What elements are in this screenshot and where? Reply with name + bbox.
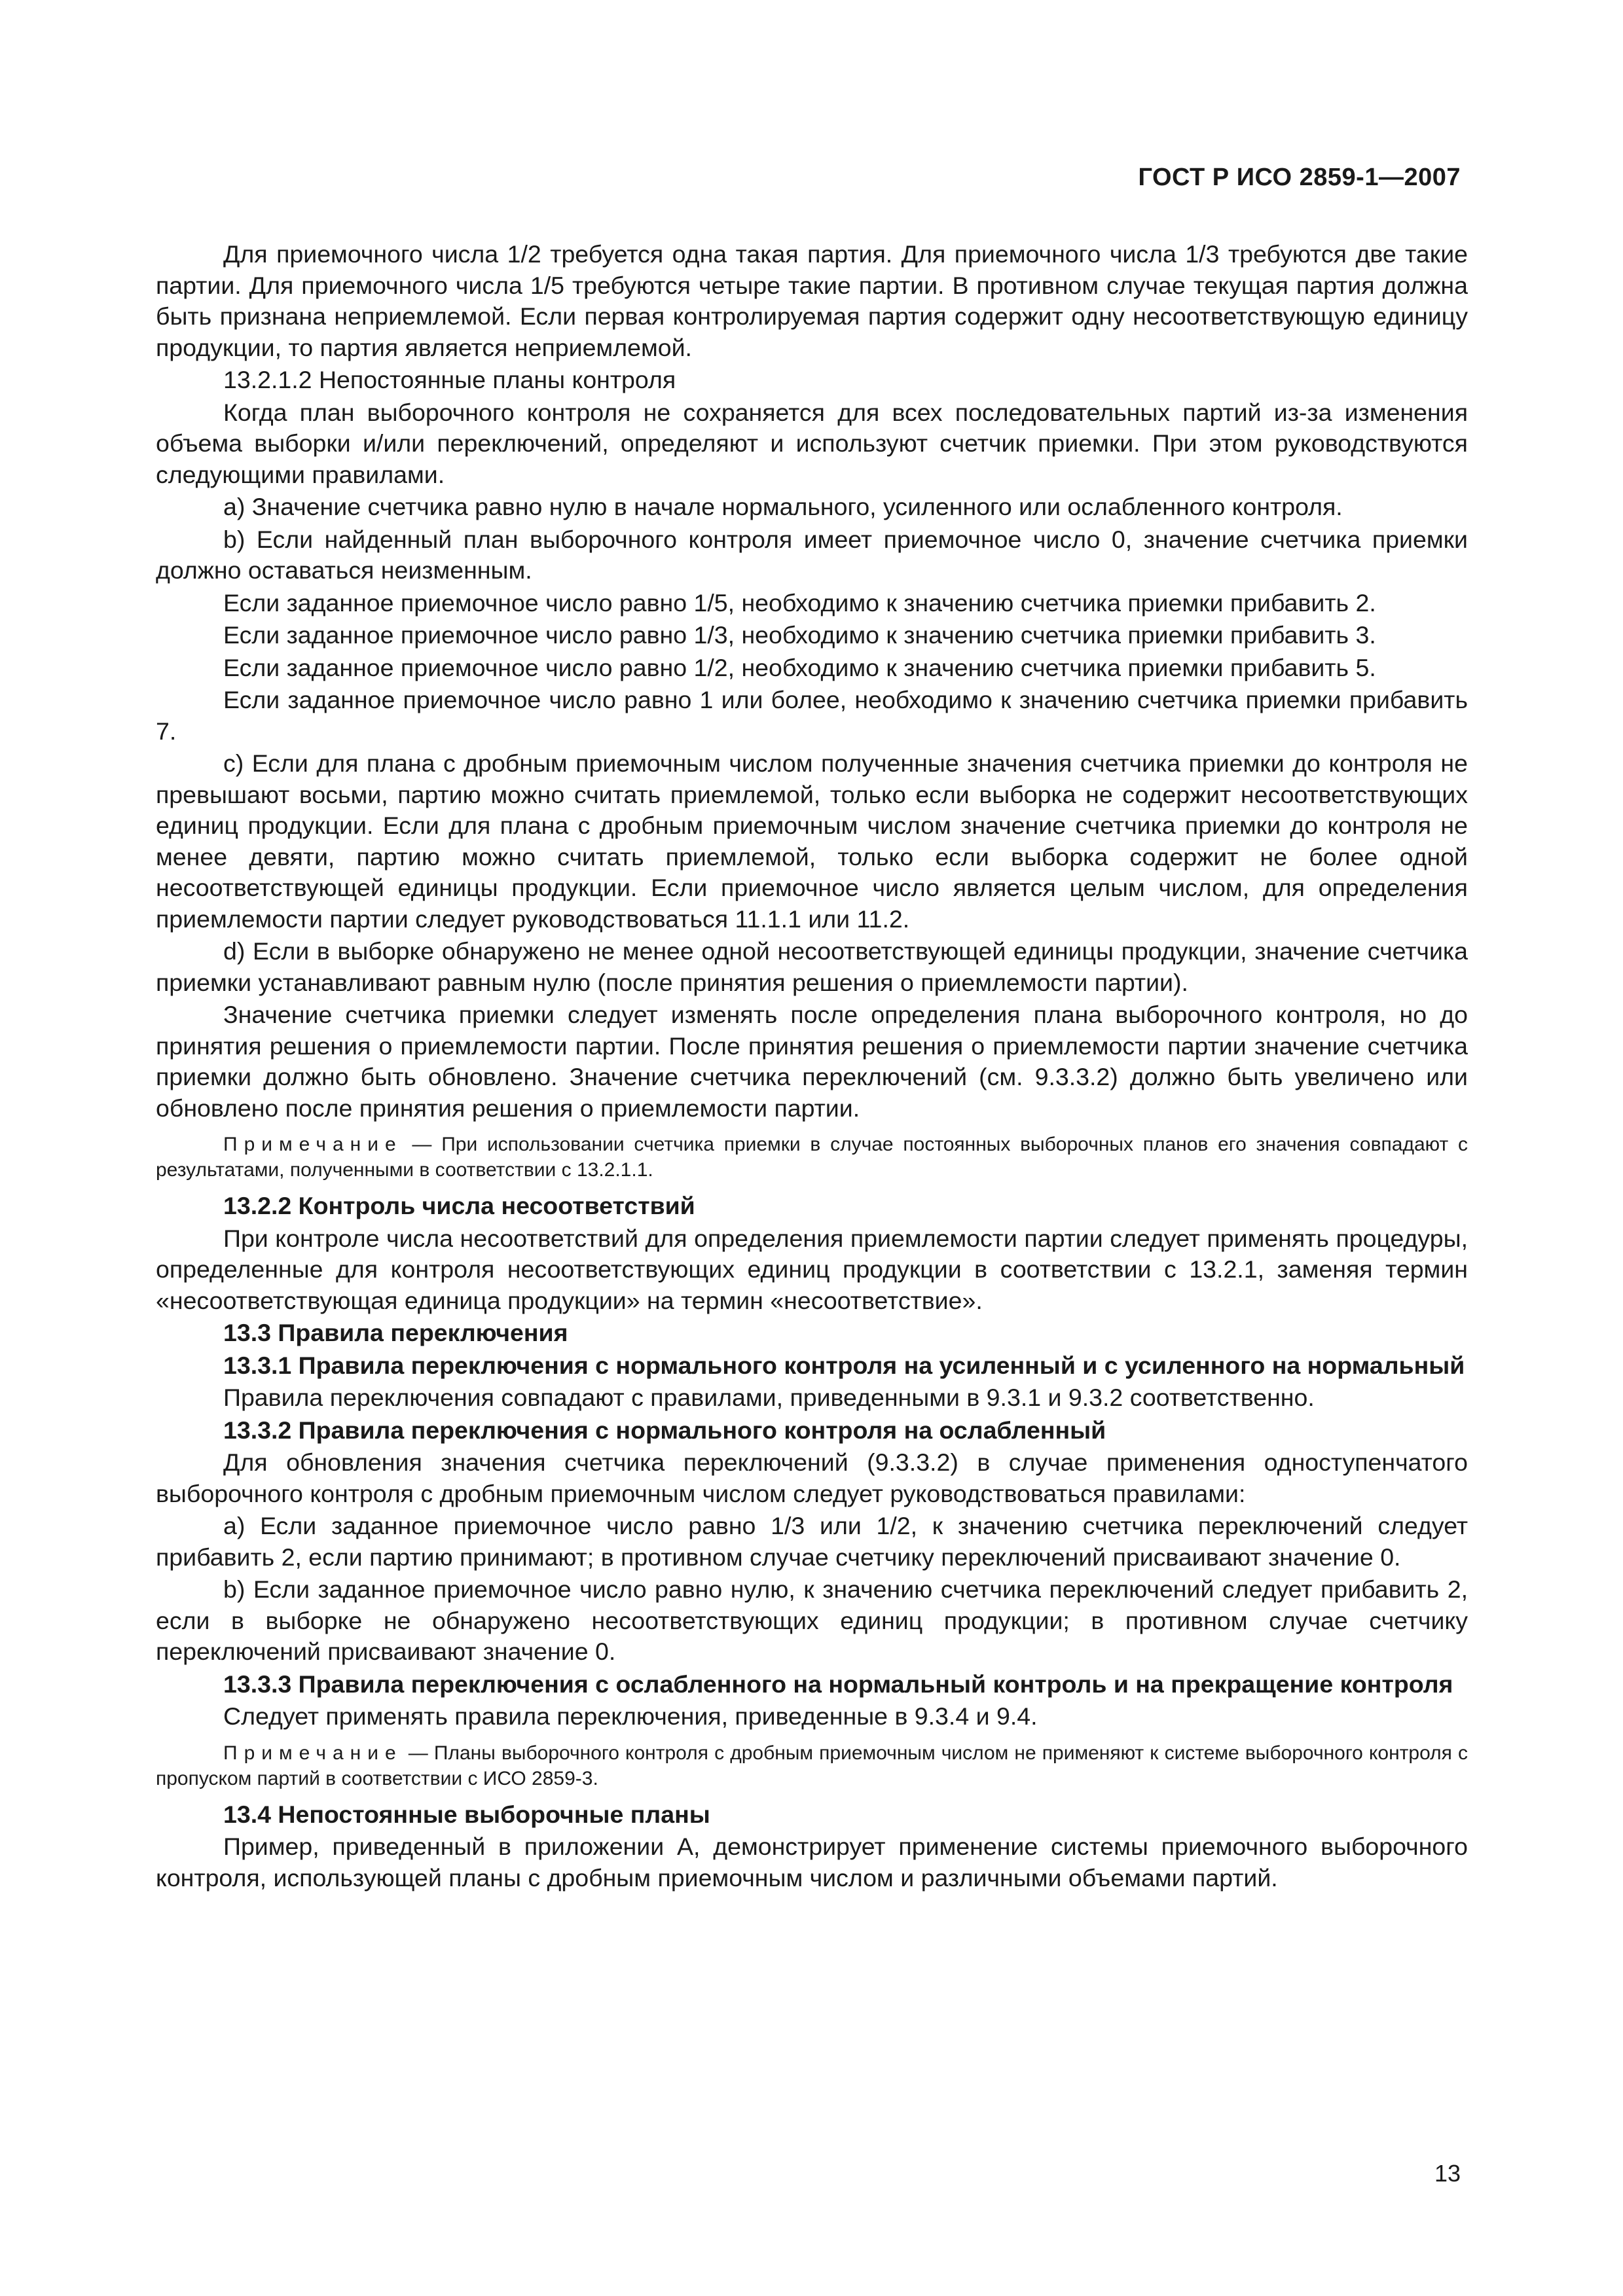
paragraph: Если заданное приемочное число равно 1/2, необходимо к значению счетчика приемки прибавить 5. <box>223 653 1376 681</box>
paragraph: Когда план выборочного контроля не сохраняется для всех последовательных партий из-за изменения объема выборки и/или переключений, определяют и используют счетчик приемки. При этом руководствуются следующими правилами. <box>156 398 1468 488</box>
section-heading: 13.4 Непостоянные выборочные планы <box>223 1800 710 1828</box>
note-label: Примечание <box>223 1134 403 1155</box>
subsection-heading: 13.2.1.2 Непостоянные планы контроля <box>223 366 676 393</box>
paragraph: Для приемочного числа 1/2 требуется одна такая партия. Для приемочного числа 1/3 требуются две такие партии. Для приемочного числа 1/5 требуются четыре такие партии. В противном случае текущая партия должна быть признана неприемлемой. Если первая контролируемая партия содержит одну несоответствующую единицу продукции, то партия является неприемлемой. <box>156 240 1468 361</box>
paragraph: Следует применять правила переключения, приведенные в 9.3.4 и 9.4. <box>223 1702 1038 1730</box>
document-body <box>156 239 1468 1895</box>
list-item: d) Если в выборке обнаружено не менее одной несоответствующей единицы продукции, значение счетчика приемки устанавливают равным нулю (после принятия решения о приемлемости партии). <box>156 937 1468 996</box>
list-item: b) Если заданное приемочное число равно нулю, к значению счетчика переключений следует прибавить 2, если в выборке не обнаружено несоответствующих единиц продукции; в противном случае счетчику переключений присваивают значение 0. <box>156 1575 1468 1665</box>
paragraph: Если заданное приемочное число равно 1/5, необходимо к значению счетчика приемки прибавить 2. <box>223 588 1376 617</box>
document-standard-id: ГОСТ Р ИСО 2859-1—2007 <box>1138 164 1461 191</box>
paragraph: Для обновления значения счетчика переключений (9.3.3.2) в случае применения одноступенчатого выборочного контроля с дробным приемочным числом следует руководствоваться правилами: <box>156 1448 1468 1507</box>
paragraph: При контроле числа несоответствий для определения приемлемости партии следует применять процедуры, определенные для контроля несоответствующих единиц продукции в соответствии с 13.2.1, заменяя термин «несоответствующая единица продукции» на термин «несоответствие». <box>156 1224 1468 1314</box>
note-text: — При использовании счетчика приемки в случае постоянных выборочных планов его значения совпадают с результатами, полученными в соответствии с 13.2.1.1. <box>156 1134 1468 1181</box>
note <box>156 1132 1468 1183</box>
paragraph: Значение счетчика приемки следует изменять после определения плана выборочного контроля, но до принятия решения о приемлемости партии. После принятия решения о приемлемости партии значение счетчика приемки должно быть обновлено. Значение счетчика переключений (см. 9.3.3.2) должно быть увеличено или обновлено после принятия решения о приемлемости партии. <box>156 1001 1468 1122</box>
paragraph: Правила переключения совпадают с правилами, приведенными в 9.3.1 и 9.3.2 соответственно. <box>223 1384 1315 1411</box>
paragraph: Если заданное приемочное число равно 1/3, необходимо к значению счетчика приемки прибавить 3. <box>223 621 1376 649</box>
list-item: a) Если заданное приемочное число равно 1/3 или 1/2, к значению счетчика переключений следует прибавить 2, если партию принимают; в противном случае счетчику переключений присваивают значение 0. <box>156 1512 1468 1571</box>
section-heading: 13.3.2 Правила переключения с нормального контроля на ослабленный <box>223 1416 1106 1444</box>
list-item: c) Если для плана с дробным приемочным числом полученные значения счетчика приемки до контроля не превышают восьми, партию можно считать приемлемой, только если выборка не содержит несоответствующих единиц продукции. Если для плана с дробным приемочным числом значение счетчика приемки до контроля не менее девяти, партию можно считать приемлемой, только если выборка содержит не более одной несоответствующей единицы продукции. Если приемочное число является целым числом, для определения приемлемости партии следует руководствоваться 11.1.1 или 11.2. <box>156 749 1468 933</box>
paragraph: Пример, приведенный в приложении А, демонстрирует применение системы приемочного выборочного контроля, использующей планы с дробным приемочным числом и различными объемами партий. <box>156 1833 1468 1892</box>
section-heading: 13.3.1 Правила переключения с нормального контроля на усиленный и с усиленного на нормальный <box>223 1351 1465 1379</box>
section-heading: 13.3 Правила переключения <box>223 1319 568 1346</box>
note-text: — Планы выборочного контроля с дробным приемочным числом не применяют к системе выборочного контроля с пропуском партий в соответствии с ИСО 2859-3. <box>156 1742 1468 1789</box>
list-item: a) Значение счетчика равно нулю в начале нормального, усиленного или ослабленного контроля. <box>223 493 1343 520</box>
paragraph: Если заданное приемочное число равно 1 или более, необходимо к значению счетчика приемки прибавить 7. <box>156 686 1468 745</box>
section-heading: 13.2.2 Контроль числа несоответствий <box>223 1192 695 1219</box>
note-label: Примечание <box>223 1742 403 1764</box>
list-item: b) Если найденный план выборочного контроля имеет приемочное число 0, значение счетчика приемки должно оставаться неизменным. <box>156 525 1468 584</box>
page-number: 13 <box>1434 2160 1461 2187</box>
note <box>156 1740 1468 1791</box>
section-heading: 13.3.3 Правила переключения с ослабленного на нормальный контроль и на прекращение контроля <box>223 1670 1453 1698</box>
